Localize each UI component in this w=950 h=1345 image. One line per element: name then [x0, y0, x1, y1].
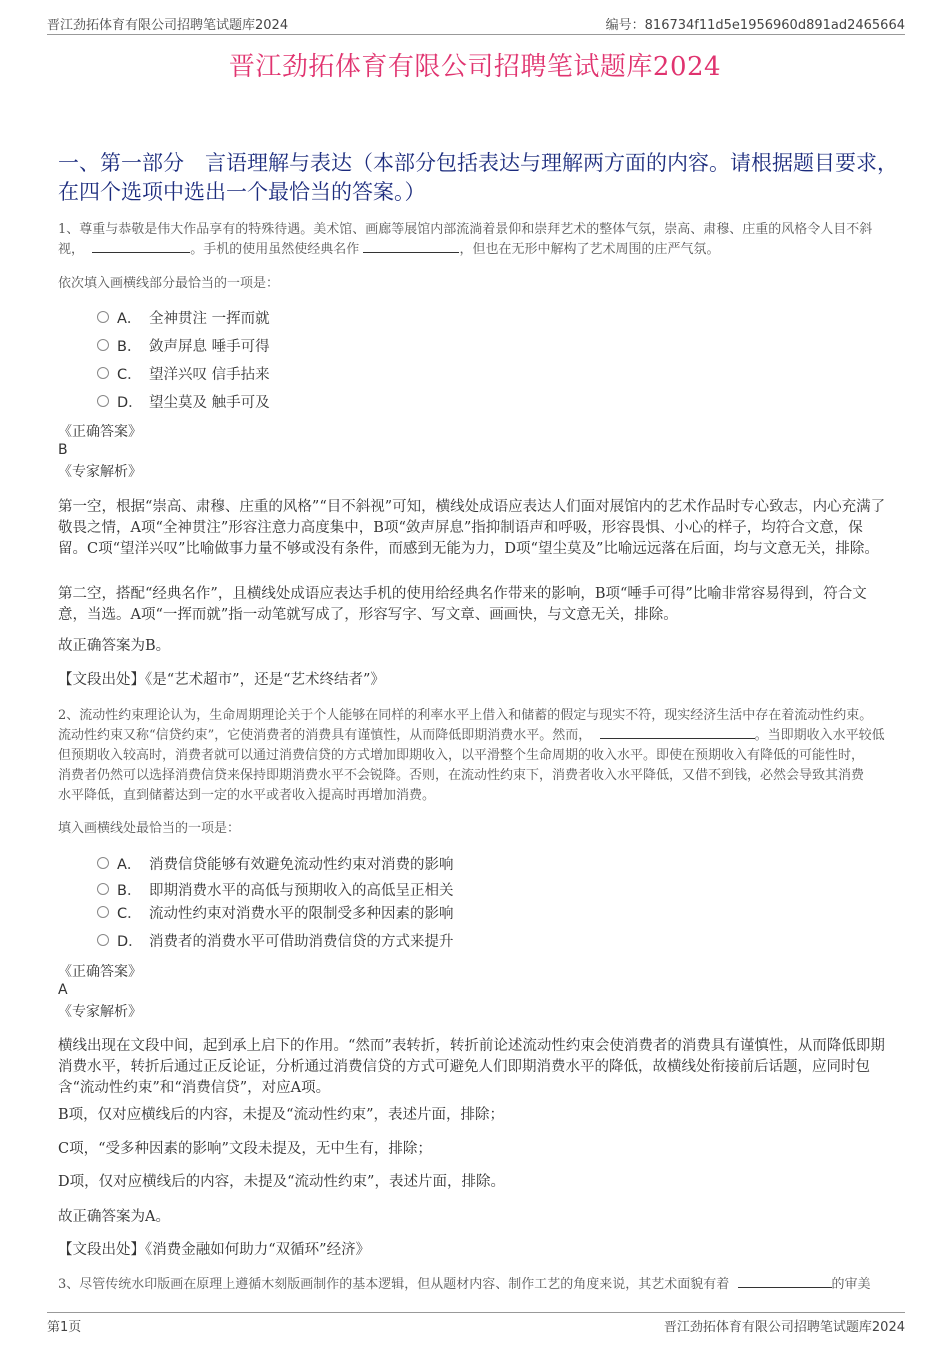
radio-icon[interactable]	[97, 906, 109, 918]
q1-correct-answer-label: 《正确答案》	[58, 424, 142, 440]
q1-answer: B	[58, 442, 68, 458]
q2-source: 【文段出处】《消费金融如何助力“双循环”经济》	[58, 1242, 371, 1258]
radio-icon[interactable]	[97, 883, 109, 895]
footer-doc-title: 晋江劲拓体育有限公司招聘笔试题库2024	[663, 1320, 905, 1335]
question-3-stem: 3、尽管传统水印版画在原理上遵循木刻版画制作的基本逻辑，但从题材内容、制作工艺的角度来说，其艺术面貌有着 的审美	[58, 1277, 871, 1292]
radio-icon[interactable]	[97, 311, 109, 323]
blank-1	[92, 240, 190, 253]
q1-analysis-para-2: 第二空，搭配“经典名作”，且横线处成语应表达手机的使用给经典名作带来的影响，B项“唾手可得”比喻非常容易得到，符合文意，当选。A项“一挥而就”指一动笔就写成了，形容写字、写文章、画画快，与文意无关，排除。	[58, 586, 867, 623]
q1-option-c[interactable]: C． 望洋兴叹 信手拈来	[97, 365, 270, 385]
q2-option-d[interactable]: D． 消费者的消费水平可借助消费信贷的方式来提升	[97, 932, 454, 952]
q1-analysis-label: 《专家解析》	[58, 464, 142, 480]
question-1-prompt: 依次填入画横线部分最恰当的一项是：	[58, 276, 280, 291]
page-number: 第1页	[47, 1320, 82, 1335]
question-1-stem	[58, 220, 898, 260]
q2-analysis-para-2: B项，仅对应横线后的内容，未提及“流动性约束”，表述片面，排除；	[58, 1107, 504, 1123]
q1-option-a[interactable]: A． 全神贯注 一挥而就	[97, 309, 270, 329]
radio-icon[interactable]	[97, 367, 109, 379]
q1-analysis-conclusion: 故正确答案为B。	[58, 638, 171, 654]
radio-icon[interactable]	[97, 395, 109, 407]
question-2-line-3: 但预期收入较高时，消费者就可以通过消费信贷的方式增加即期收入，以平滑整个生命周期的收入水平。即使在预期收入有降低的可能性时，	[58, 748, 865, 763]
blank-4	[738, 1275, 832, 1288]
radio-icon[interactable]	[97, 857, 109, 869]
page-header	[47, 14, 905, 35]
section-heading: 一、第一部分 言语理解与表达（本部分包括表达与理解两方面的内容。请根据题目要求，在四个选项中选出一个最恰当的答案。）	[58, 151, 898, 204]
q1-source: 【文段出处】《是“艺术超市”，还是“艺术终结者”》	[58, 672, 385, 688]
question-2-line-4: 消费者仍然可以选择消费信贷来保持即期消费水平不会锐降。否则，在流动性约束下，消费者收入水平降低，又借不到钱，必然会导致其消费	[58, 768, 865, 783]
q2-answer: A	[58, 982, 68, 998]
question-2-stem	[58, 706, 898, 806]
header-doc-title: 晋江劲拓体育有限公司招聘笔试题库2024	[47, 18, 289, 33]
q2-analysis-label: 《专家解析》	[58, 1004, 142, 1020]
header-doc-id: 编号：816734f11d5e1956960d891ad2465664	[605, 18, 905, 33]
radio-icon[interactable]	[97, 934, 109, 946]
page-title: 晋江劲拓体育有限公司招聘笔试题库2024	[228, 52, 722, 82]
page-footer	[47, 1312, 905, 1335]
question-2-line-1: 2、流动性约束理论认为，生命周期理论关于个人能够在同样的利率水平上借入和储蓄的假定与现实不符，现实经济生活中存在着流动性约束。	[58, 708, 873, 723]
q2-analysis-conclusion: 故正确答案为A。	[58, 1209, 170, 1225]
q2-analysis-para-4: D项，仅对应横线后的内容，未提及“流动性约束”，表述片面，排除。	[58, 1174, 505, 1190]
blank-3	[600, 726, 755, 739]
question-1-line-2: 视， 。手机的使用虽然使经典名作 ，但也在无形中解构了艺术周围的庄严气氛。	[58, 242, 720, 257]
q2-analysis-para-3: C项，“受多种因素的影响”文段未提及，无中生有，排除；	[58, 1141, 432, 1157]
q1-option-b[interactable]: B． 敛声屏息 唾手可得	[97, 337, 270, 357]
q2-option-b[interactable]: B． 即期消费水平的高低与预期收入的高低呈正相关	[97, 881, 454, 901]
question-2-prompt: 填入画横线处最恰当的一项是：	[58, 821, 241, 836]
q1-option-d[interactable]: D． 望尘莫及 触手可及	[97, 393, 270, 413]
question-2-line-5: 水平降低，直到储蓄达到一定的水平或者收入提高时再增加消费。	[58, 788, 436, 803]
q1-analysis-para-1: 第一空，根据“崇高、肃穆、庄重的风格”“目不斜视”可知，横线处成语应表达人们面对展馆内的艺术作品时专心致志，内心充满了敬畏之情，A项“全神贯注”形容注意力高度集中，B项“敛声屏息”指抑制语声和呼吸，形容畏惧、小心的样子，均符合文意，保留。C项“望洋兴叹”比喻做事力量不够或没有条件，而感到无能为力，D项“望尘莫及”比喻远远落在后面，均与文意无关，排除。	[58, 499, 886, 557]
q2-correct-answer-label: 《正确答案》	[58, 964, 142, 980]
q2-option-c[interactable]: C． 流动性约束对消费水平的限制受多种因素的影响	[97, 904, 454, 924]
q2-analysis-para-1: 横线出现在文段中间，起到承上启下的作用。“然而”表转折，转折前论述流动性约束会使消费者的消费具有谨慎性，从而降低即期消费水平，转折后通过正反论证，分析通过消费信贷的方式可避免人们即期消费水平的降低，故横线处衔接前后话题，应同时包含“流动性约束”和“消费信贷”，对应A项。	[58, 1038, 885, 1096]
question-2-line-2: 流动性约束又称“信贷约束”，它使消费者的消费具有谨慎性，从而降低即期消费水平。然而， 。当即期收入水平较低	[58, 728, 885, 743]
q2-option-a[interactable]: A． 消费信贷能够有效避免流动性约束对消费的影响	[97, 855, 454, 875]
blank-2	[363, 240, 459, 253]
radio-icon[interactable]	[97, 339, 109, 351]
question-1-line-1: 1、尊重与恭敬是伟大作品享有的特殊待遇。美术馆、画廊等展馆内部流淌着景仰和崇拜艺术的整体气氛，崇高、肃穆、庄重的风格令人目不斜	[58, 222, 873, 237]
